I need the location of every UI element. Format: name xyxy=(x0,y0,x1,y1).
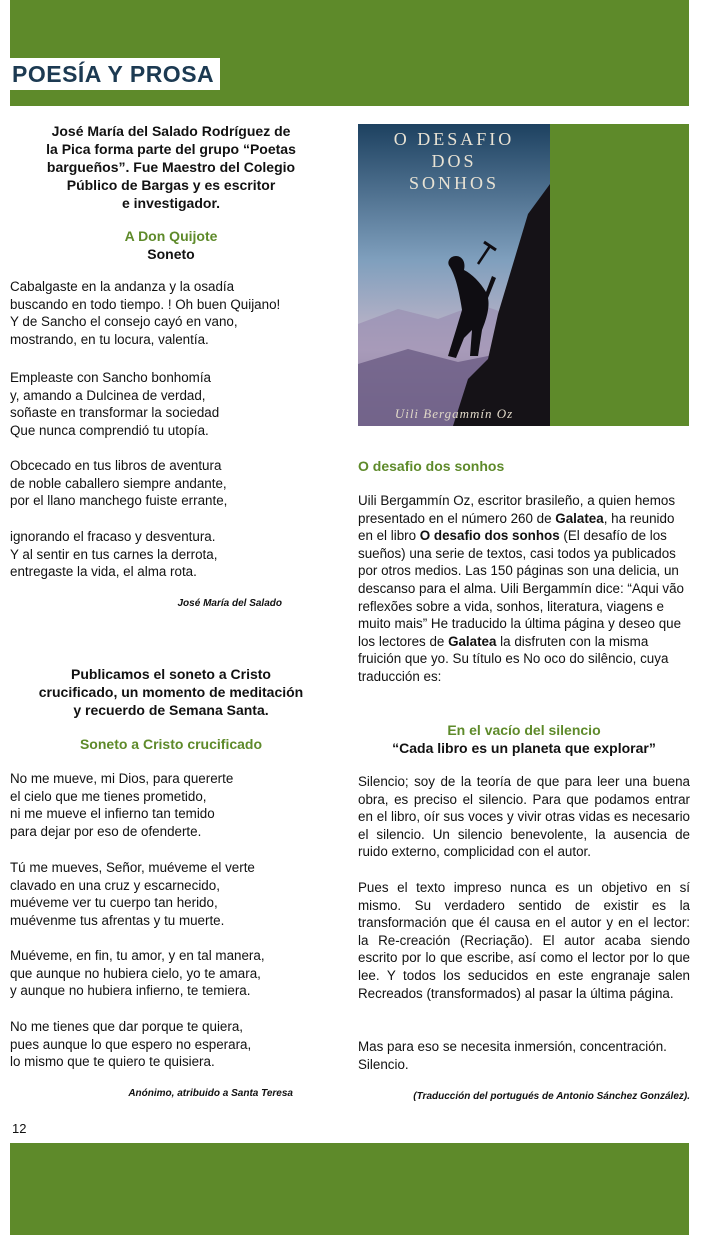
verse: Obcecado en tus libros de aventura xyxy=(10,458,222,473)
magazine-name: Galatea xyxy=(555,510,604,526)
poem-stanza xyxy=(10,278,332,348)
poem-stanza xyxy=(10,859,332,929)
poem-signature: José María del Salado xyxy=(177,598,282,609)
verse: Empleaste con Sancho bonhomía xyxy=(10,370,211,385)
poem-title: Soneto a Cristo crucificado xyxy=(79,736,263,752)
verse: de noble caballero siempre andante, xyxy=(10,475,227,491)
book-title: O desafio dos sonhos xyxy=(419,528,560,544)
verse: soñaste en transformar la sociedad xyxy=(10,405,220,421)
poem-stanza xyxy=(10,457,332,510)
poem-stanza xyxy=(10,947,332,1000)
intro-line: la Pica forma parte del grupo “Poetas xyxy=(46,141,296,157)
intro-line: crucificado, un momento de meditación xyxy=(38,684,304,700)
verse: y aunque no hubiera infierno, te temiera. xyxy=(10,983,251,999)
translation-credit: (Traducción del portugués de Antonio Sánchez González). xyxy=(413,1091,690,1102)
verse: muéveme ver tu cuerpo tan herido, xyxy=(10,895,218,911)
article-paragraph xyxy=(358,492,688,686)
text-run: (El desafío de los sueños) una serie de textos, casi todos ya publicados por otros medios. Las 150 páginas son una delicia, un descanso para el alma. Uili Bergammín dice: “Aqui vão reflexões sobre a vida, sonhos, literatura, viagens e muito mais” He traducido la última página y deseo que los lectores de xyxy=(358,528,684,649)
verse: No me mueve, mi Dios, para quererte xyxy=(10,771,234,786)
verse: buscando en todo tiempo. ! Oh buen Quijano! xyxy=(10,296,281,312)
article-paragraph: Mas para eso se necesita inmersión, concentración. Silencio. xyxy=(358,1039,667,1072)
verse: No me tienes que dar porque te quiera, xyxy=(10,1019,243,1034)
verse: lo mismo que te quiero te quisiera. xyxy=(10,1054,215,1070)
article-paragraph: Silencio; soy de la teoría de que para leer una buena obra, es preciso el silencio. Para que podamos entrar en el libro, oír sus voces y vivir otras vidas es necesario el silencio. Un silencio benevolente, la ausencia de ruido externo, complicidad con el autor. xyxy=(358,774,690,860)
cover-title-line: O DESAFIO xyxy=(393,129,515,149)
intro-line: Publicamos el soneto a Cristo xyxy=(71,666,271,682)
poem-signature: Anónimo, atribuido a Santa Teresa xyxy=(128,1088,293,1099)
book-cover-panel xyxy=(358,124,689,426)
poem-stanza xyxy=(10,528,332,581)
verse: Tú me mueves, Señor, muéveme el verte xyxy=(10,860,255,875)
text-run: , ha reunido en el libro xyxy=(358,510,675,544)
magazine-name: Galatea xyxy=(448,633,497,649)
verse: Y al sentir en tus carnes la derrota, xyxy=(10,546,218,562)
verse: entregaste la vida, el alma rota. xyxy=(10,564,197,580)
poem-subtitle: Soneto xyxy=(147,245,195,262)
footer-band xyxy=(10,1143,689,1235)
verse: Cabalgaste en la andanza y la osadía xyxy=(10,279,235,294)
subsection-title: En el vacío del silencio xyxy=(447,722,601,738)
poem-stanza xyxy=(10,1018,332,1071)
cover-title-line: SONHOS xyxy=(408,173,500,193)
verse: Que nunca comprendió tu utopía. xyxy=(10,422,209,438)
verse: muévenme tus afrentas y tu muerte. xyxy=(10,912,225,928)
verse: que aunque no hubiera cielo, yo te amara, xyxy=(10,965,261,981)
verse: ni me mueve el infierno tan temido xyxy=(10,806,215,822)
verse: clavado en una cruz y escarnecido, xyxy=(10,877,220,893)
verse: Y de Sancho el consejo cayó en vano, xyxy=(10,314,238,330)
cover-title-line: DOS xyxy=(431,151,477,171)
intro-line: bargueños”. Fue Maestro del Colegio xyxy=(46,159,296,175)
verse: por el llano manchego fuiste errante, xyxy=(10,493,228,509)
verse: Muéveme, en fin, tu amor, y en tal manera, xyxy=(10,948,265,963)
text-run: Uili Bergammín Oz, escritor brasileño, a quien hemos presentado en el número 260 de xyxy=(358,493,676,526)
poem-stanza xyxy=(10,770,332,840)
verse: el cielo que me tienes prometido, xyxy=(10,788,207,804)
intro-line: José María del Salado Rodríguez de xyxy=(51,123,291,139)
intro-line: y recuerdo de Semana Santa. xyxy=(73,702,269,718)
article-paragraph: Pues el texto impreso nunca es un objetivo en sí mismo. Su verdadero sentido de existir es la transformación que él causa en el autor y en el lector: la Re-creación (Recriação). El autor acaba siendo escrito por lo que escribe, así como el lector por lo que lee. Y todos los seducidos en este engranaje salen Recreados (transformados) al pasar la última página. xyxy=(358,880,690,1001)
header-band xyxy=(10,0,689,106)
cover-overlay xyxy=(358,124,550,426)
intro-line: e investigador. xyxy=(121,195,221,211)
intro-paragraph xyxy=(10,122,332,212)
verse: para dejar por eso de ofenderte. xyxy=(10,823,202,839)
verse: pues aunque lo que espero no esperara, xyxy=(10,1036,252,1052)
article-title: O desafio dos sonhos xyxy=(358,458,505,474)
verse: ignorando el fracaso y desventura. xyxy=(10,529,216,544)
verse: y, amando a Dulcinea de verdad, xyxy=(10,387,206,403)
subsection-quote: “Cada libro es un planeta que explorar” xyxy=(392,739,656,756)
poem-stanza xyxy=(10,369,332,439)
cover-title xyxy=(358,128,550,194)
cover-author: Uili Bergammín Oz xyxy=(394,406,514,421)
poem-title: A Don Quijote xyxy=(124,228,218,244)
intro-line: Público de Bargas y es escritor xyxy=(66,177,276,193)
text-run: la disfruten con la misma fruición que yo. Su título es No oco do silêncio, cuya traducción es: xyxy=(358,633,669,684)
verse: mostrando, en tu locura, valentía. xyxy=(10,331,209,347)
page-number: 12 xyxy=(12,1121,27,1136)
section-title: POESÍA Y PROSA xyxy=(10,58,220,90)
